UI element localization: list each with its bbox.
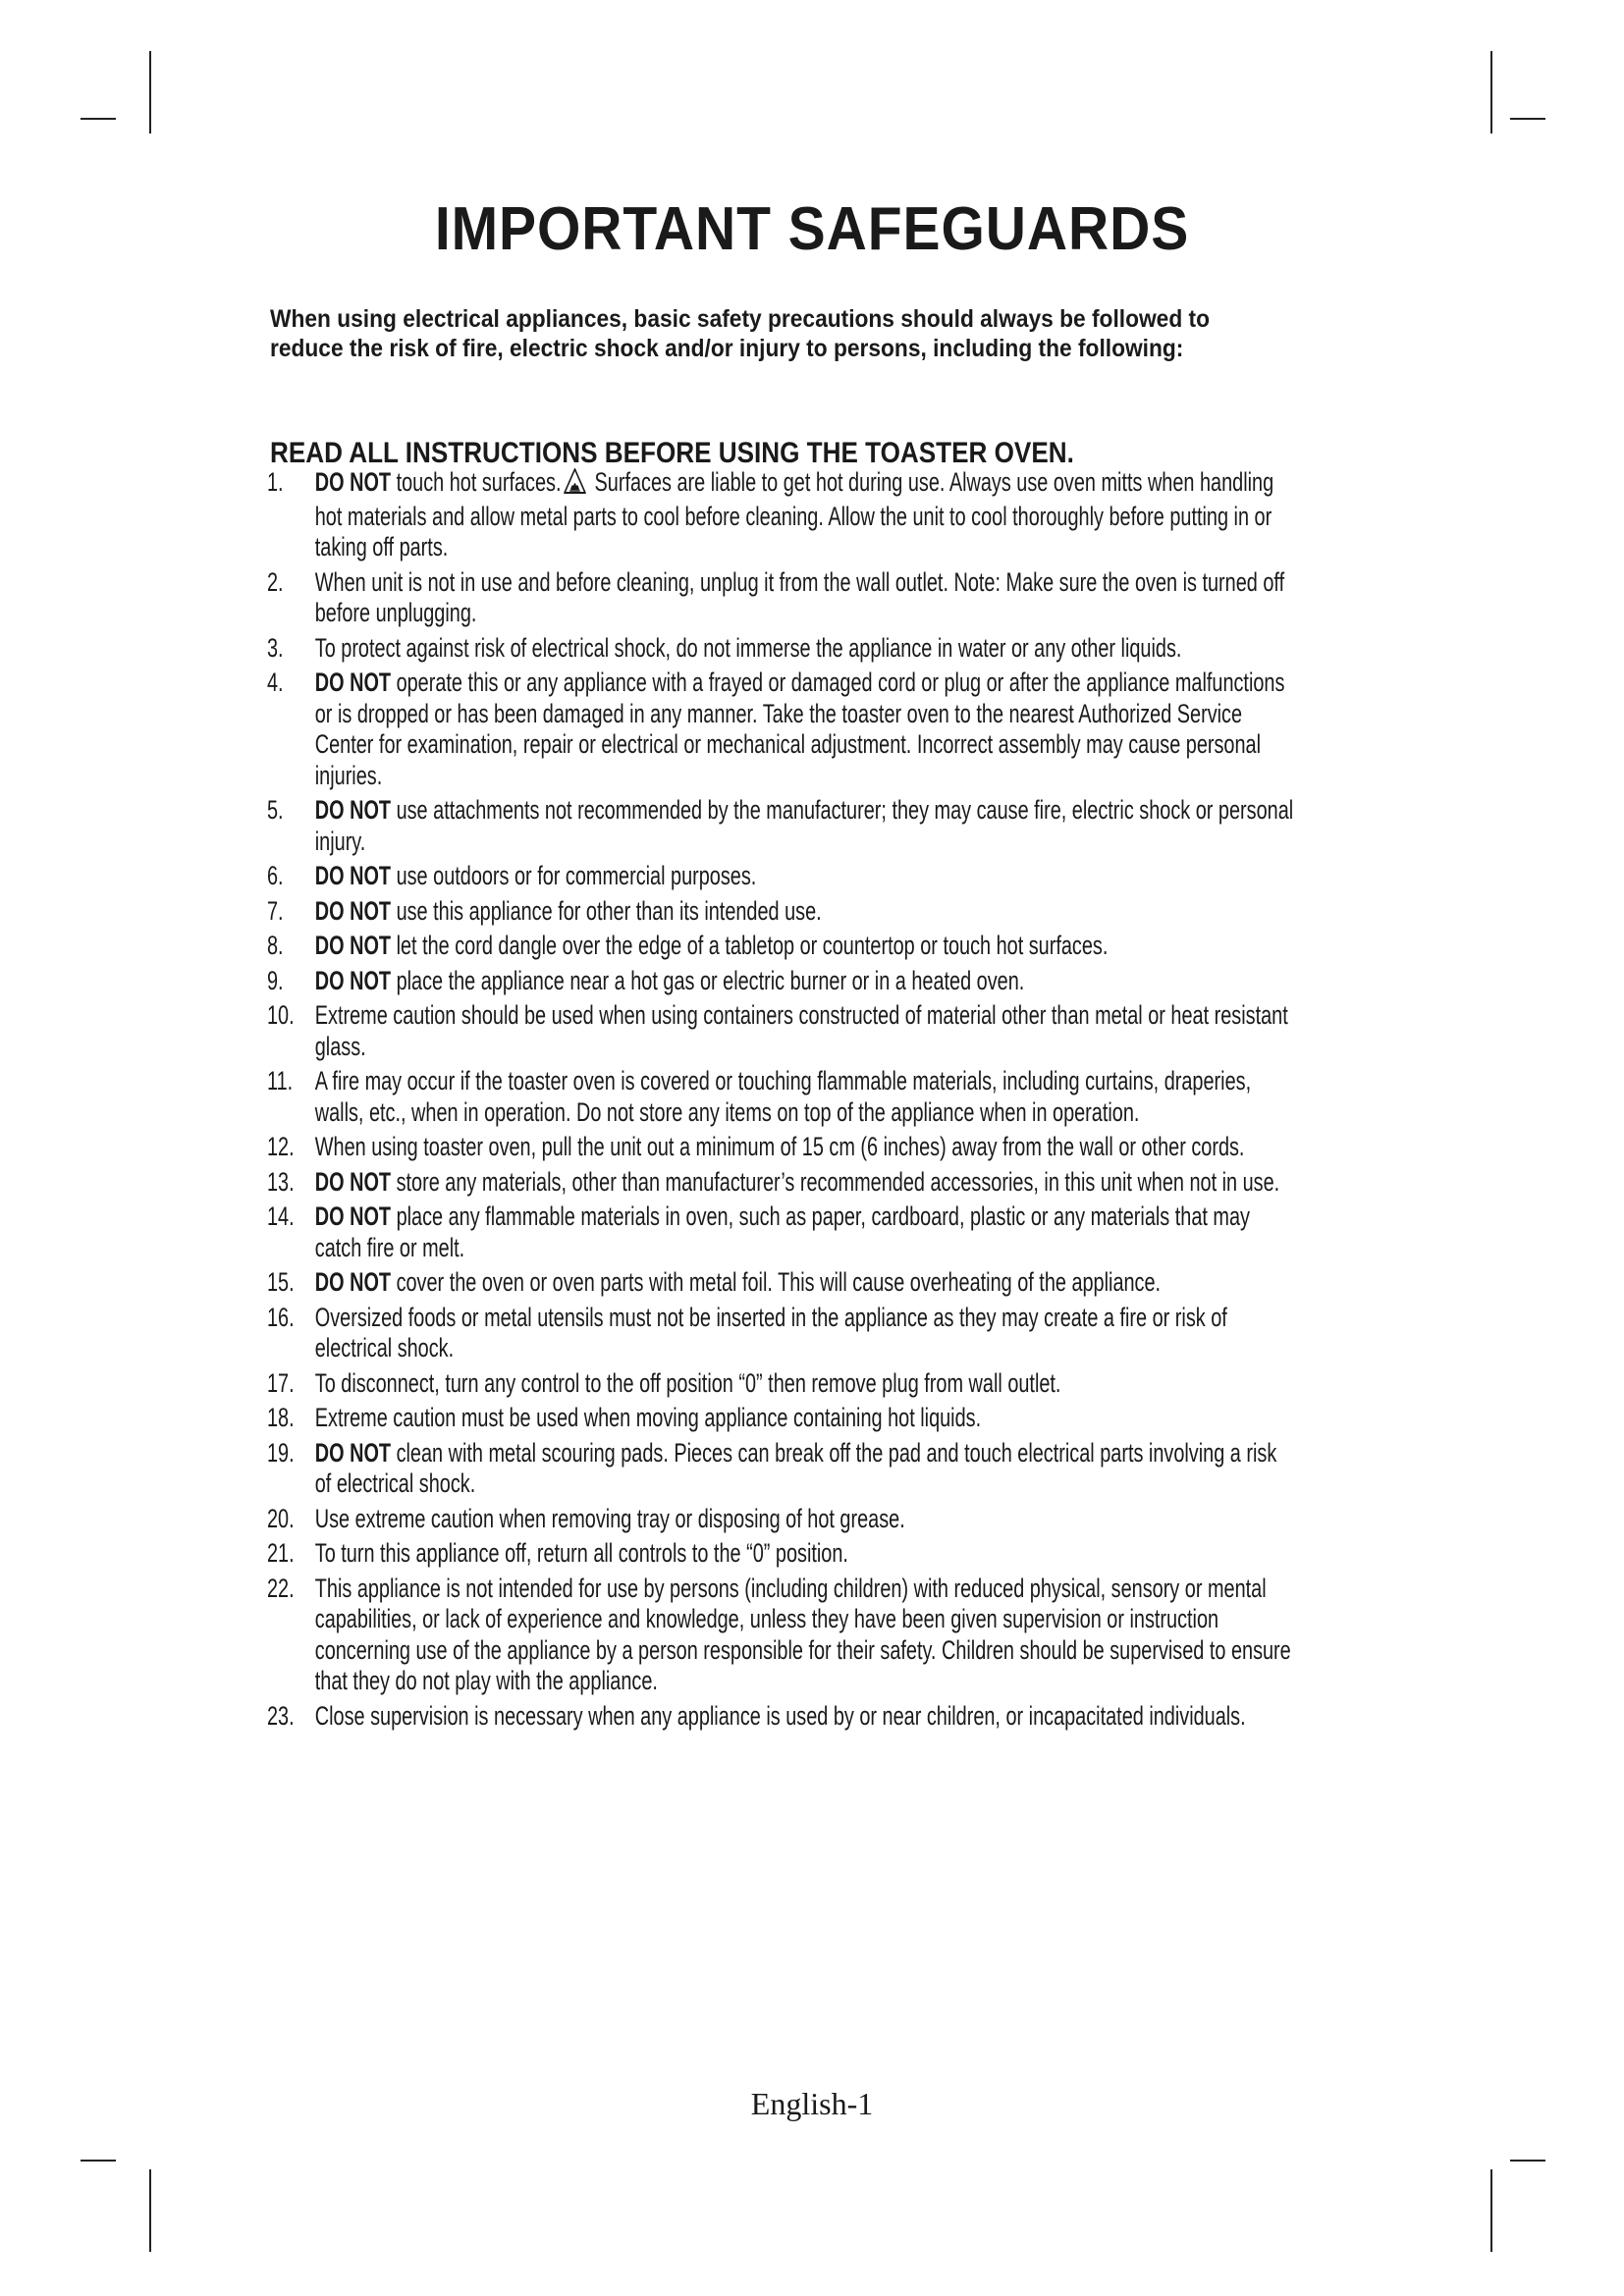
item-number: 20. — [267, 1503, 295, 1533]
item-number: 9. — [267, 965, 284, 995]
crop-mark-bottom-right — [1490, 2169, 1492, 2252]
item-text: let the cord dangle over the edge of a tabletop or countertop or touch hot surfaces. — [391, 931, 1109, 960]
safeguard-item — [267, 1368, 1298, 1400]
safeguard-item — [267, 1538, 1298, 1570]
do-not-label: DO NOT — [314, 895, 392, 926]
item-text: A fire may occur if the toaster oven is covered or touching flammable materials, including curtains, draperies, walls, etc., when in operation. Do not store any items on top of the appliance when in operation. — [314, 1066, 1252, 1127]
item-text: Close supervision is necessary when any appliance is used by or near children, or incapacitated individuals. — [314, 1700, 1246, 1731]
safeguard-item — [267, 861, 1298, 892]
item-number: 10. — [267, 1000, 295, 1030]
item-number: 23. — [267, 1700, 295, 1731]
item-text: use this appliance for other than its intended use. — [391, 895, 822, 926]
safeguard-item — [267, 1267, 1298, 1299]
safeguard-item — [267, 1701, 1298, 1733]
page-title: IMPORTANT SAFEGUARDS — [434, 195, 1190, 263]
safeguard-item — [267, 667, 1298, 791]
item-number: 7. — [267, 895, 284, 926]
item-text: clean with metal scouring pads. Pieces can break off the pad and touch electrical parts involving a risk of electrical shock. — [314, 1437, 1277, 1498]
crop-mark-bottom-left — [149, 2169, 151, 2252]
do-not-label: DO NOT — [314, 965, 392, 995]
item-text: When using toaster oven, pull the unit out a minimum of 15 cm (6 inches) away from the wall or other cords. — [314, 1132, 1245, 1161]
item-text: Extreme caution must be used when moving appliance containing hot liquids. — [314, 1403, 982, 1432]
crop-mark-top-right — [1490, 51, 1492, 133]
item-number: 13. — [267, 1166, 295, 1197]
safeguard-item — [267, 633, 1298, 665]
item-text: Oversized foods or metal utensils must not be inserted in the appliance as they may create a fire or risk of electrical shock. — [314, 1302, 1227, 1362]
item-text: To disconnect, turn any control to the off position “0” then remove plug from wall outlet. — [314, 1367, 1061, 1398]
crop-mark-top-right-h — [1510, 118, 1545, 120]
safeguard-item — [267, 966, 1298, 997]
do-not-label: DO NOT — [314, 1437, 392, 1468]
safeguard-item — [267, 1066, 1298, 1128]
item-number: 6. — [267, 861, 284, 890]
item-number: 5. — [267, 795, 284, 825]
item-text: use attachments not recommended by the manufacturer; they may cause fire, electric shock or personal injury. — [314, 795, 1294, 856]
do-not-label: DO NOT — [314, 1166, 392, 1197]
safeguard-item — [267, 1167, 1298, 1199]
item-number: 8. — [267, 931, 284, 960]
item-text: use outdoors or for commercial purposes. — [391, 861, 757, 890]
safeguard-item — [267, 1438, 1298, 1500]
item-text: store any materials, other than manufacturer’s recommended accessories, in this unit when not in use. — [391, 1166, 1280, 1197]
safeguard-item — [267, 567, 1298, 629]
safeguard-item — [267, 795, 1298, 857]
safeguard-item — [267, 896, 1298, 928]
item-number: 22. — [267, 1573, 295, 1603]
item-number: 12. — [267, 1132, 295, 1161]
item-text: Extreme caution should be used when using containers constructed of material other than metal or heat resistant glass. — [314, 1000, 1288, 1061]
item-text-continued: Surfaces are liable to get hot during use. Always use oven mitts when handling hot materials and allow metal parts to cool before cleaning. Allow the unit to cool thoroughly before putting in or taking off parts. — [314, 467, 1274, 561]
item-text: touch hot surfaces. — [391, 467, 562, 497]
item-number: 11. — [267, 1066, 294, 1095]
item-number: 21. — [267, 1538, 295, 1568]
item-number: 15. — [267, 1267, 295, 1297]
safeguard-item — [267, 1201, 1298, 1263]
item-number: 3. — [267, 632, 284, 663]
item-text: place the appliance near a hot gas or electric burner or in a heated oven. — [391, 965, 1025, 995]
do-not-label: DO NOT — [314, 931, 392, 960]
item-text: cover the oven or oven parts with metal foil. This will cause overheating of the appliance. — [391, 1267, 1162, 1297]
safeguard-item — [267, 1132, 1298, 1163]
safeguard-item — [267, 1000, 1298, 1062]
safeguards-list — [267, 467, 1298, 1735]
item-number: 16. — [267, 1302, 295, 1332]
safeguard-item — [267, 1303, 1298, 1364]
safeguard-item — [267, 1504, 1298, 1535]
item-text: To protect against risk of electrical shock, do not immerse the appliance in water or any other liquids. — [314, 632, 1182, 663]
safeguard-item — [267, 1403, 1298, 1434]
item-number: 2. — [267, 566, 284, 597]
crop-mark-bottom-left-h — [81, 2160, 116, 2162]
hot-surface-warning-icon — [565, 468, 587, 502]
item-number: 17. — [267, 1367, 295, 1398]
item-text: When unit is not in use and before cleaning, unplug it from the wall outlet. Note: Make sure the oven is turned off before unplugging. — [314, 566, 1285, 627]
item-number: 4. — [267, 667, 284, 697]
do-not-label: DO NOT — [314, 1201, 392, 1231]
crop-mark-top-left — [149, 51, 151, 133]
item-text: operate this or any appliance with a frayed or damaged cord or plug or after the appliance malfunctions or is dropped or has been damaged in any manner. Take the toaster oven to the nearest Authorized Service Center for examination, repair or electrical or mechanical adjustment. Incorrect assembly may cause personal injuries. — [314, 667, 1285, 790]
safeguard-item — [267, 931, 1298, 962]
item-number: 14. — [267, 1201, 295, 1231]
read-instructions-heading: READ ALL INSTRUCTIONS BEFORE USING THE TOASTER OVEN. — [270, 437, 1074, 469]
page-number: English-1 — [750, 2086, 874, 2121]
safeguard-item — [267, 1574, 1298, 1697]
item-text: place any flammable materials in oven, such as paper, cardboard, plastic or any materials that may catch fire or melt. — [314, 1201, 1250, 1262]
do-not-label: DO NOT — [314, 795, 392, 825]
item-number: 19. — [267, 1437, 295, 1468]
do-not-label: DO NOT — [314, 1267, 392, 1297]
safeguard-item — [267, 467, 1298, 563]
do-not-label: DO NOT — [314, 667, 392, 697]
do-not-label: DO NOT — [314, 861, 392, 890]
item-number: 18. — [267, 1403, 295, 1432]
crop-mark-top-left-h — [81, 118, 116, 120]
intro-paragraph: When using electrical appliances, basic safety precautions should always be followed to reduce the risk of fire, electric shock and/or injury to persons, including the following: — [270, 305, 1211, 362]
item-text: This appliance is not intended for use by persons (including children) with reduced physical, sensory or mental capabilities, or lack of experience and knowledge, unless they have been given supervision or instruction concerning use of the appliance by a person responsible for their safety. Children should be supervised to ensure that they do not play with the appliance. — [314, 1573, 1291, 1695]
do-not-label: DO NOT — [314, 467, 392, 497]
item-text: To turn this appliance off, return all controls to the “0” position. — [314, 1538, 848, 1568]
item-number: 1. — [267, 467, 284, 497]
crop-mark-bottom-right-h — [1510, 2160, 1545, 2162]
item-text: Use extreme caution when removing tray or disposing of hot grease. — [314, 1503, 905, 1533]
